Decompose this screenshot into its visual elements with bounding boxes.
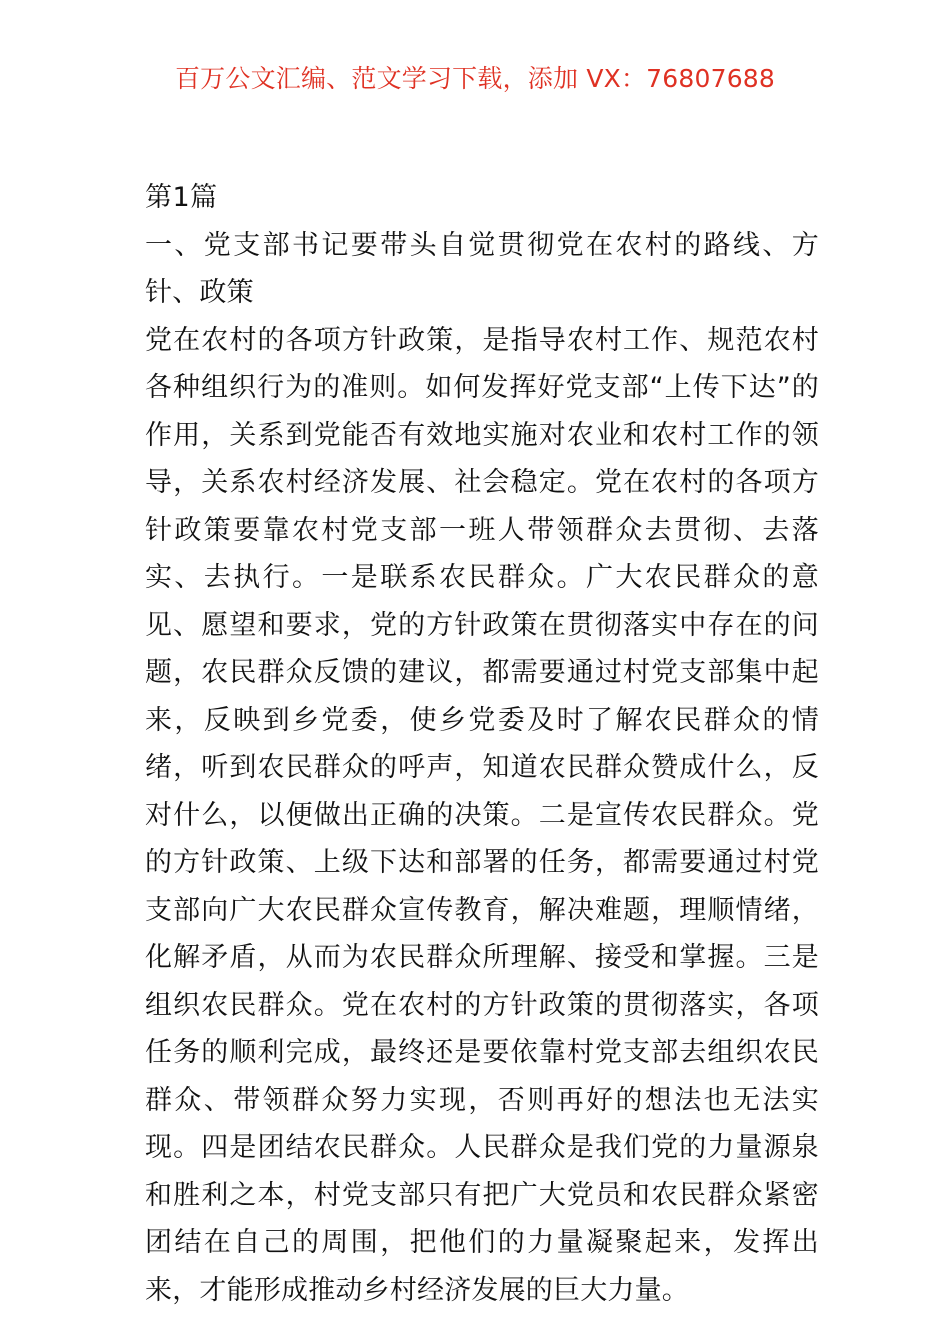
section-title: 一、党支部书记要带头自觉贯彻党在农村的路线、方针、政策: [145, 229, 819, 308]
promo-watermark-header: 百万公文汇编、范文学习下载，添加 VX：76807688: [174, 64, 776, 93]
piece-number-heading: 第1篇: [145, 182, 218, 213]
document-body: [145, 174, 819, 1314]
body-paragraph: 党在农村的各项方针政策，是指导农村工作、规范农村各种组织行为的准则。如何发挥好党支部“上传下达”的作用，关系到党能否有效地实施对农业和农村工作的领导，关系农村经济发展、社会稳定。党在农村的各项方针政策要靠农村党支部一班人带领群众去贯彻、去落实、去执行。一是联系农民群众。广大农民群众的意见、愿望和要求，党的方针政策在贯彻落实中存在的问题，农民群众反馈的建议，都需要通过村党支部集中起来，反映到乡党委，使乡党委及时了解农民群众的情绪，听到农民群众的呼声，知道农民群众赞成什么，反对什么，以便做出正确的决策。二是宣传农民群众。党的方针政策、上级下达和部署的任务，都需要通过村党支部向广大农民群众宣传教育，解决难题，理顺情绪，化解矛盾，从而为农民群众所理解、接受和掌握。三是组织农民群众。党在农村的方针政策的贯彻落实，各项任务的顺利完成，最终还是要依靠村党支部去组织农民群众、带领群众努力实现，否则再好的想法也无法实现。四是团结农民群众。人民群众是我们党的力量源泉和胜利之本，村党支部只有把广大党员和农民群众紧密团结在自己的周围，把他们的力量凝聚起来，发挥出来，才能形成推动乡村经济发展的巨大力量。: [145, 324, 819, 1306]
